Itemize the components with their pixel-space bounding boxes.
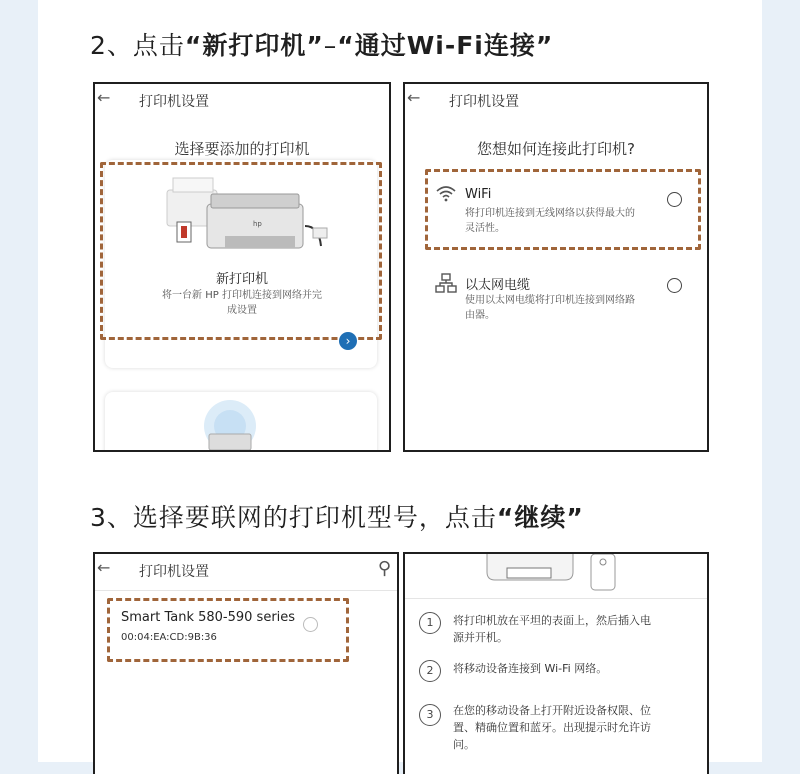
screen-1-topbar (95, 84, 389, 118)
instruction-1-line-2: 源并开机。 (453, 631, 508, 644)
step-2-highlight-new-printer: “新打印机” (184, 31, 324, 60)
wifi-desc-line-1: 将打印机连接到无线网络以获得最大的 (465, 208, 635, 219)
printer-and-phone-illustration-icon (483, 554, 643, 594)
search-icon[interactable]: ⚲ (377, 558, 391, 579)
instruction-3-line-3: 问。 (453, 738, 475, 751)
chevron-right-icon[interactable]: › (339, 332, 357, 350)
printer-logo: hp (253, 220, 262, 228)
screen-select-printer (93, 82, 391, 452)
step-number-3: 3 (419, 704, 441, 726)
ethernet-network-icon (435, 272, 457, 294)
ethernet-radio[interactable] (667, 278, 682, 293)
step-3-prefix: 3、选择要联网的打印机型号，点击 (90, 503, 497, 532)
instruction-3-line-2: 置、精确位置和蓝牙。出现提示时允许访 (453, 721, 651, 734)
ethernet-option-description (465, 293, 635, 323)
illustration-divider (405, 598, 707, 599)
screen-2-title: 打印机设置 (449, 94, 519, 110)
screen-1-title: 打印机设置 (139, 94, 209, 110)
highlight-wifi-option[interactable] (425, 169, 701, 250)
wireless-printer-illustration-icon (195, 396, 265, 452)
page (38, 0, 762, 762)
screen-3-title: 打印机设置 (139, 564, 209, 580)
screen-select-model (93, 552, 399, 774)
wifi-option-label: WiFi (465, 187, 492, 202)
step-2-heading (90, 26, 553, 62)
instruction-2-line-1: 将移动设备连接到 Wi-Fi 网络。 (453, 662, 608, 675)
new-printer-label: 新打印机 (215, 272, 268, 287)
ethernet-desc-line-1: 使用以太网电缆将打印机连接到网络路 (465, 295, 635, 306)
instruction-3 (453, 702, 651, 753)
screen-connection-type (403, 82, 709, 452)
step-number-2: 2 (419, 660, 441, 682)
step-3-heading (90, 498, 584, 534)
new-printer-desc-line-2: 成设置 (227, 305, 257, 316)
wifi-desc-line-2: 灵活性。 (465, 223, 505, 234)
step-3-highlight-continue: “继续” (496, 503, 584, 532)
ethernet-desc-line-2: 由器。 (465, 310, 495, 321)
screen-2-topbar (405, 84, 707, 118)
highlight-printer-model[interactable] (107, 598, 349, 662)
step-number-1: 1 (419, 612, 441, 634)
instruction-3-line-1: 在您的移动设备上打开附近设备权限、位 (453, 704, 651, 717)
step-2-separator: – (323, 31, 338, 60)
printer-model-name: Smart Tank 580-590 series (121, 610, 296, 625)
back-arrow-icon[interactable]: ← (97, 558, 111, 577)
instruction-1 (453, 612, 651, 646)
instruction-1-line-1: 将打印机放在平坦的表面上，然后插入电 (453, 614, 651, 627)
screen-3-topbar (95, 554, 397, 588)
highlight-new-printer (100, 162, 382, 340)
printer-mac-address: 00:04:EA:CD:9B:36 (121, 632, 217, 643)
new-printer-desc-line-1: 将一台新 HP 打印机连接到网络并完 (162, 290, 322, 301)
topbar-divider (95, 590, 397, 591)
back-arrow-icon[interactable]: ← (407, 88, 421, 107)
screen-setup-instructions (403, 552, 709, 774)
step-2-prefix: 2、点击 (90, 31, 185, 60)
back-arrow-icon[interactable]: ← (97, 88, 111, 107)
step-2-highlight-wifi: “通过Wi-Fi连接” (337, 31, 554, 60)
screen-2-subtitle: 您想如何连接此打印机? (477, 140, 635, 158)
ethernet-option-label: 以太网电缆 (465, 278, 531, 293)
screen-1-subtitle: 选择要添加的打印机 (174, 140, 310, 158)
instruction-2 (453, 660, 607, 677)
